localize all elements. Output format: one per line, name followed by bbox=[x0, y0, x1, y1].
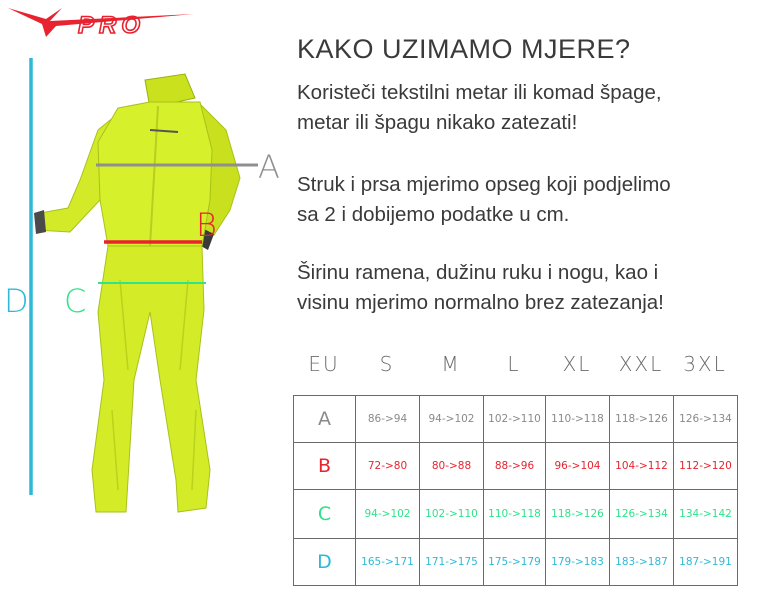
table-cell: 94->102 bbox=[420, 396, 484, 443]
table-cell: 88->96 bbox=[484, 443, 546, 490]
row-label-c: C bbox=[294, 490, 356, 539]
instruction-paragraph-2 bbox=[297, 170, 767, 230]
row-label-d: D bbox=[294, 539, 356, 586]
instruction-paragraph-1 bbox=[297, 78, 767, 138]
header-size-xl: XL bbox=[562, 352, 592, 376]
table-cell: 179->183 bbox=[546, 539, 610, 586]
size-table-header bbox=[293, 352, 737, 382]
size-table bbox=[293, 395, 738, 586]
page-title: KAKO UZIMAMO MJERE? bbox=[297, 34, 631, 64]
table-cell: 187->191 bbox=[674, 539, 738, 586]
table-row bbox=[294, 396, 738, 443]
header-size-xxl: XXL bbox=[618, 352, 664, 376]
instruction-line: visinu mjerimo normalno brez zatezanja! bbox=[297, 291, 664, 314]
table-cell: 126->134 bbox=[674, 396, 738, 443]
table-cell: 72->80 bbox=[356, 443, 420, 490]
table-cell: 102->110 bbox=[420, 490, 484, 539]
table-cell: 94->102 bbox=[356, 490, 420, 539]
header-eu: EU bbox=[308, 352, 340, 376]
table-cell: 165->171 bbox=[356, 539, 420, 586]
instruction-line: sa 2 i dobijemo podatke u cm. bbox=[297, 203, 570, 226]
rain-suit-figure bbox=[0, 50, 290, 611]
table-row bbox=[294, 443, 738, 490]
header-size-s: S bbox=[379, 352, 395, 376]
instruction-line: Koristeči tekstilni metar ili komad špage, bbox=[297, 81, 662, 104]
label-b: B bbox=[196, 206, 217, 244]
table-cell: 118->126 bbox=[546, 490, 610, 539]
table-cell: 126->134 bbox=[610, 490, 674, 539]
instruction-line: Struk i prsa mjerimo opseg koji podjelimo bbox=[297, 173, 671, 196]
row-label-b: B bbox=[294, 443, 356, 490]
header-size-l: L bbox=[507, 352, 521, 376]
table-cell: 171->175 bbox=[420, 539, 484, 586]
table-cell: 104->112 bbox=[610, 443, 674, 490]
table-row bbox=[294, 539, 738, 586]
table-cell: 183->187 bbox=[610, 539, 674, 586]
brand-logo bbox=[6, 4, 196, 40]
label-d: D bbox=[4, 282, 29, 320]
header-size-3xl: 3XL bbox=[683, 352, 727, 376]
table-row bbox=[294, 490, 738, 539]
table-cell: 80->88 bbox=[420, 443, 484, 490]
label-c: C bbox=[64, 282, 87, 320]
table-cell: 118->126 bbox=[610, 396, 674, 443]
table-cell: 175->179 bbox=[484, 539, 546, 586]
row-label-a: A bbox=[294, 396, 356, 443]
table-cell: 96->104 bbox=[546, 443, 610, 490]
logo-text: PRO bbox=[78, 12, 146, 39]
instruction-line: Širinu ramena, dužinu ruku i nogu, kao i bbox=[297, 261, 659, 284]
label-a: A bbox=[258, 148, 280, 186]
table-cell: 110->118 bbox=[484, 490, 546, 539]
table-cell: 112->120 bbox=[674, 443, 738, 490]
header-size-m: M bbox=[441, 352, 461, 376]
table-cell: 110->118 bbox=[546, 396, 610, 443]
instruction-paragraph-3 bbox=[297, 258, 767, 318]
instruction-line: metar ili špagu nikako zatezati! bbox=[297, 111, 578, 134]
table-cell: 134->142 bbox=[674, 490, 738, 539]
table-cell: 86->94 bbox=[356, 396, 420, 443]
table-cell: 102->110 bbox=[484, 396, 546, 443]
